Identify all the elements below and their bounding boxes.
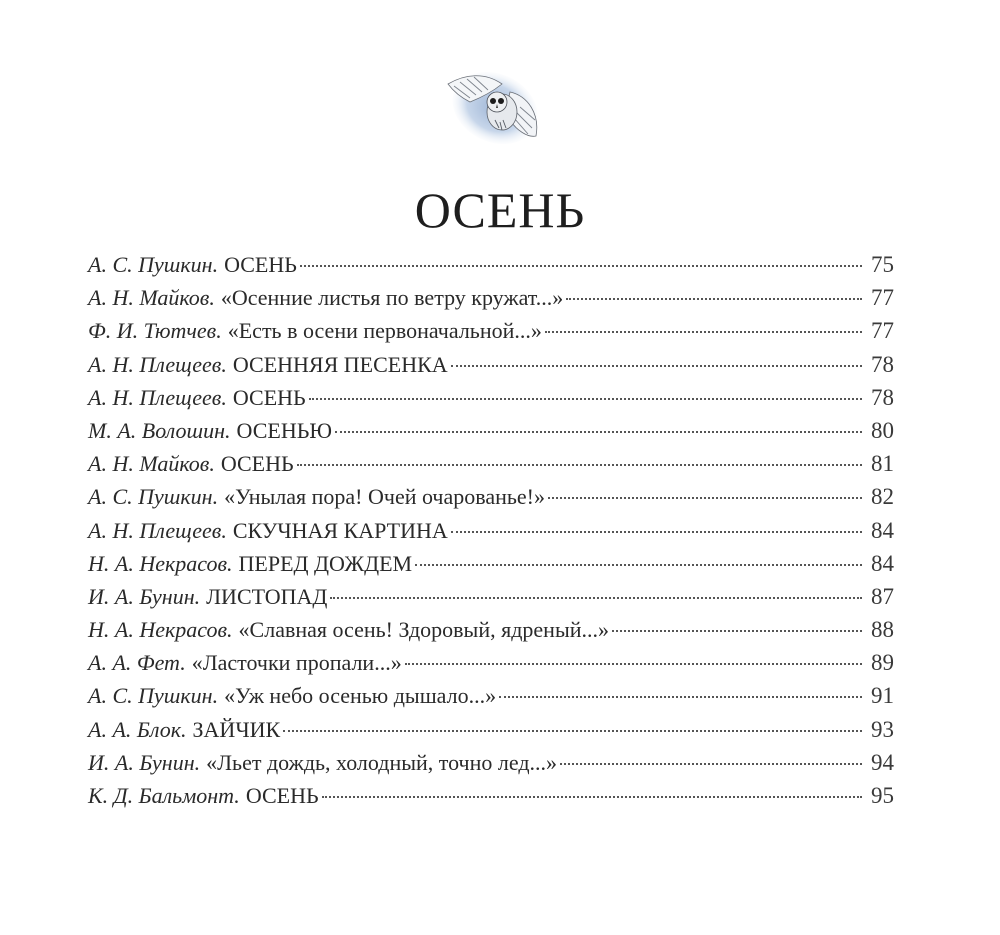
toc-page-number: 84 — [871, 517, 894, 543]
toc-entry[interactable] — [88, 779, 894, 812]
dot-leader — [283, 730, 862, 732]
toc-page-number: 93 — [871, 716, 894, 742]
toc-page-number: 87 — [871, 583, 894, 609]
toc-page-number: 88 — [871, 617, 894, 643]
dot-leader — [297, 464, 862, 466]
toc-author: А. Н. Плещеев. — [88, 351, 227, 377]
toc-title: ПЕРЕД ДОЖДЕМ — [238, 550, 413, 576]
toc-author: Н. А. Некрасов. — [88, 550, 233, 576]
toc-title: СКУЧНАЯ КАРТИНА — [232, 517, 448, 543]
dot-leader — [335, 431, 862, 433]
dot-leader — [612, 630, 862, 632]
toc-entry[interactable] — [88, 414, 894, 447]
toc-entry[interactable] — [88, 613, 894, 646]
toc-title: ЛИСТОПАД — [206, 583, 328, 609]
dot-leader — [309, 398, 862, 400]
toc-author: И. А. Бунин. — [88, 583, 201, 609]
owl-illustration — [440, 62, 545, 150]
toc-page-number: 82 — [871, 484, 894, 510]
toc-entry[interactable] — [88, 248, 894, 281]
toc-entry[interactable] — [88, 480, 894, 513]
toc-author: Н. А. Некрасов. — [88, 617, 233, 643]
toc-title: «Льет дождь, холодный, точно лед...» — [206, 749, 558, 775]
toc-page-number: 84 — [871, 550, 894, 576]
dot-leader — [566, 298, 862, 300]
toc-entry[interactable] — [88, 746, 894, 779]
dot-leader — [560, 763, 862, 765]
toc-title: ОСЕНЬ — [224, 252, 297, 277]
toc-entry[interactable] — [88, 514, 894, 547]
toc-entry[interactable] — [88, 580, 894, 613]
dot-leader — [405, 663, 862, 665]
toc-page-number: 78 — [871, 351, 894, 377]
toc-entry[interactable] — [88, 646, 894, 679]
dot-leader — [548, 497, 862, 499]
toc-author: А. А. Блок. — [88, 716, 187, 742]
toc-author: Ф. И. Тютчев. — [88, 318, 222, 344]
toc-author: А. С. Пушкин. — [88, 683, 219, 709]
toc-entry[interactable] — [88, 713, 894, 746]
toc-author: А. С. Пушкин. — [88, 252, 219, 277]
dot-leader — [415, 564, 862, 566]
toc-title: ОСЕНЬ — [220, 451, 294, 477]
toc-entry[interactable] — [88, 447, 894, 480]
table-of-contents — [88, 248, 894, 812]
toc-title: ЗАЙЧИК — [192, 716, 281, 742]
toc-page-number: 75 — [871, 252, 894, 277]
toc-author: А. Н. Плещеев. — [88, 384, 227, 410]
toc-author: И. А. Бунин. — [88, 749, 201, 775]
toc-page-number: 95 — [871, 783, 894, 808]
toc-title: ОСЕНЬ — [232, 384, 306, 410]
toc-page-number: 81 — [871, 451, 894, 477]
dot-leader — [451, 531, 862, 533]
toc-page-number: 89 — [871, 650, 894, 676]
toc-entry[interactable] — [88, 381, 894, 414]
toc-page-number: 94 — [871, 749, 894, 775]
toc-title: ОСЕНЬ — [245, 783, 319, 808]
toc-title: «Ласточки пропали...» — [191, 650, 402, 676]
toc-title: «Есть в осени первоначальной...» — [227, 318, 542, 344]
toc-author: А. Н. Майков. — [88, 451, 215, 477]
dot-leader — [300, 265, 862, 267]
toc-title: «Славная осень! Здоровый, ядреный...» — [238, 617, 610, 643]
dot-leader — [330, 597, 862, 599]
toc-page-number: 80 — [871, 417, 894, 443]
toc-page-number: 78 — [871, 384, 894, 410]
toc-entry[interactable] — [88, 679, 894, 712]
section-title: ОСЕНЬ — [414, 182, 586, 238]
toc-author: М. А. Волошин. — [88, 417, 231, 443]
toc-author: К. Д. Бальмонт. — [88, 783, 240, 808]
dot-leader — [451, 365, 862, 367]
toc-author: А. А. Фет. — [88, 650, 186, 676]
toc-author: А. Н. Плещеев. — [88, 517, 227, 543]
toc-entry[interactable] — [88, 314, 894, 347]
toc-author: А. Н. Майков. — [88, 285, 215, 311]
toc-page-number: 77 — [871, 318, 894, 344]
toc-title: «Осенние листья по ветру кружат...» — [220, 285, 564, 311]
toc-title: ОСЕНЬЮ — [236, 417, 332, 443]
toc-page-number: 91 — [871, 683, 894, 709]
dot-leader — [322, 796, 862, 798]
toc-title: «Унылая пора! Очей очарованье!» — [224, 484, 546, 510]
dot-leader — [545, 331, 862, 333]
toc-title: «Уж небо осенью дышало...» — [224, 683, 497, 709]
toc-author: А. С. Пушкин. — [88, 484, 219, 510]
toc-page-number: 77 — [871, 285, 894, 311]
toc-title: ОСЕННЯЯ ПЕСЕНКА — [232, 351, 448, 377]
dot-leader — [499, 696, 862, 698]
toc-entry[interactable] — [88, 547, 894, 580]
toc-entry[interactable] — [88, 281, 894, 314]
toc-entry[interactable] — [88, 348, 894, 381]
